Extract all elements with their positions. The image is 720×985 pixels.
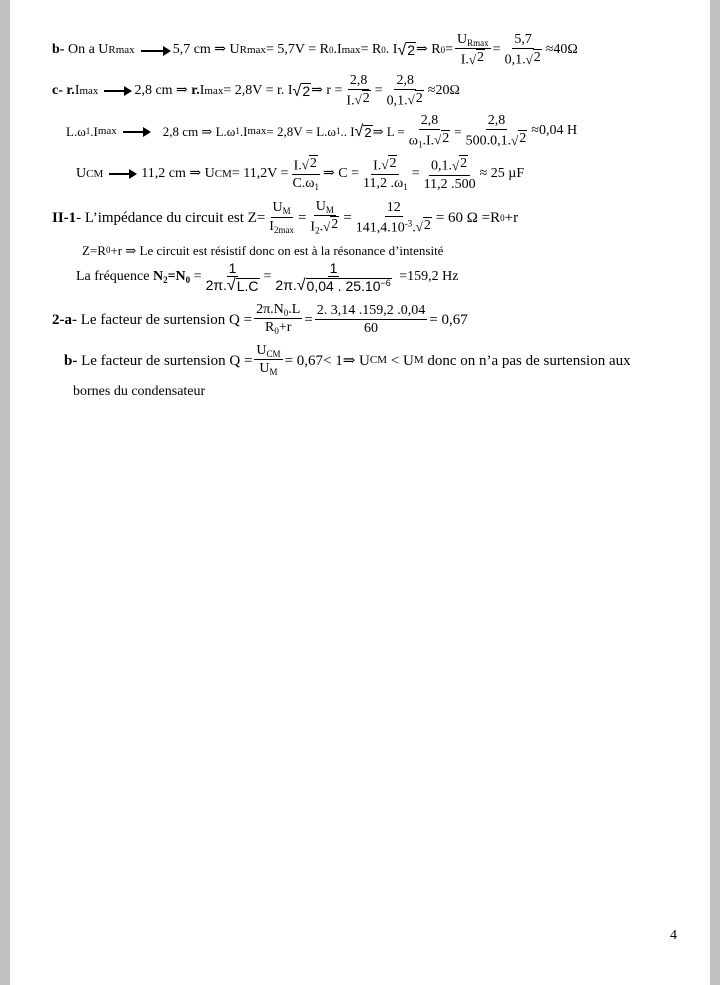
fraction: 1 2π. √ 0,04 . $25.10^{-6}$ [275,260,391,295]
text: .I [239,124,248,140]
text: 1 [403,182,408,193]
text: bornes du condensateur [73,384,206,399]
text: 2 [423,217,431,233]
label-2a: 2-a- [52,311,77,328]
text: 1 [228,260,237,276]
text: U [256,343,267,358]
text: 2 [362,91,370,107]
text: 60 [364,320,379,336]
text: 500.0,1. [465,133,512,149]
text: 2,8 cm ⇒ [134,83,188,99]
text: U [229,42,240,58]
text: . [412,219,416,235]
arrow-icon [104,90,130,92]
text: 2 [415,91,423,107]
text: = 2,8V = L.ω [266,124,336,140]
line-resonance [82,243,443,259]
text: = 0,67< 1⇒ U [284,352,370,369]
text: max [97,125,117,138]
text: .I. [422,133,435,149]
text: = 2,8V = r. I [223,83,293,99]
result: ≈0,04 H [531,123,578,139]
text: 0 [500,212,505,223]
text: L.ω [66,124,86,140]
text: . I [385,42,398,58]
label-c: c- r. [52,83,75,99]
text: = [454,124,462,140]
text: I [269,218,274,234]
result: ≈40Ω [545,42,578,58]
text: = [411,165,420,181]
text: M [282,206,291,217]
text: ⇒ r = [311,83,343,99]
line-frequency [76,260,458,295]
text: 2 [460,156,468,172]
text: 0 [328,45,334,56]
text: .I [333,42,342,58]
text: donc on n’a pas de surtension aux [427,352,631,369]
text: 5,7 [512,32,534,49]
label-ii1: II-1 [52,209,77,226]
result: ≈ 25 µF [479,165,525,181]
arrow-icon [123,131,149,133]
text: 0 [440,45,446,56]
text: 1 [417,139,423,150]
text: 2 [302,83,311,100]
arrow-icon [141,50,169,52]
text: = R [360,42,382,58]
result: ≈20Ω [427,83,460,99]
text: 0,04 . 25.10 [306,277,381,294]
fraction: 0,1. √ 2 11,2 .500 [423,156,476,192]
text: CM [369,354,388,367]
text: 2 [389,156,397,171]
text: ⇒ R [416,42,441,58]
text: CM [214,167,232,180]
text: max [247,125,267,138]
line-2a-surtension [52,302,468,338]
text: < U [390,352,414,369]
text: 2π. [205,277,227,294]
fraction: 2,8 0,1. √ 2 [386,73,423,109]
text: 2,8 cm ⇒ L.ω [162,124,236,140]
text: 2π. [275,277,297,294]
page-number: 4 [670,928,677,943]
text: = [445,42,454,58]
text: I. [373,158,382,174]
text: 2 [331,217,339,233]
text: +r [278,320,292,336]
label-2b: b- [64,352,78,369]
text: I [310,219,316,235]
text: CM [266,349,281,359]
text: La fréquence [76,268,150,284]
text: 0 [283,308,289,318]
text: Rmax [467,38,489,48]
text: = [343,209,352,226]
text: U [457,32,468,47]
fraction: 2,8 $\omega_1.I$. √ 2 [408,113,450,150]
text: M [269,367,278,378]
text: = 5,7V = R [265,42,329,58]
line-ii1-impedance [52,199,518,237]
text: = [263,268,272,284]
text: ⇒ L = [372,124,405,140]
text: 0 [105,245,111,256]
text: = [297,209,307,226]
sqrt-icon: √ 2 [354,122,372,140]
text: r. [191,83,200,99]
arrow-icon [109,173,135,175]
text: Le facteur de surtension Q = [80,311,253,328]
sqrt-icon: √ 2 [397,41,416,59]
text: -3 [404,217,413,228]
text: 2,8 [394,73,416,90]
text: U [98,42,109,58]
text: ⇒ C = [323,165,359,181]
fraction: 2,8 I. √ 2 [346,73,370,109]
text: = [374,83,383,99]
text: M [325,205,334,215]
text: = [492,42,501,58]
text: M [413,354,424,367]
text: Rmax [108,44,135,57]
fraction [267,200,296,236]
text: 11,2 cm ⇒ U [141,165,215,181]
line-c-r [52,73,460,110]
text: U [272,200,283,216]
fraction: 5,7 0,1. √ 2 [504,32,541,68]
text: 2 [533,50,541,66]
text: 0,1. [386,93,408,109]
text: +r ⇒ Le circuit est résistif donc on est à la résonance d’intensité [110,243,444,258]
text: 1 [85,126,91,137]
text: 2 [519,131,527,147]
text: 2max [273,224,294,235]
text: 11,2 .ω [362,176,404,192]
text: 2 [315,225,320,236]
text: I. [346,93,355,109]
text: 2 [309,156,317,171]
text: = [304,311,313,328]
text: Rmax [239,44,266,57]
text: 1 [329,260,338,276]
text: 0 [185,274,191,285]
fraction [315,303,428,338]
text: - L’impédance du circuit est Z= [76,209,266,226]
text: 2,8 [419,113,441,130]
fraction: $U_{Rmax}$ I. √ 2 [457,32,489,68]
text: 2 [407,42,416,59]
text: .L [288,302,301,317]
fraction [254,343,282,379]
text: 0 [381,45,386,56]
text: 2 [163,274,168,285]
text: 2,8 [486,113,508,130]
text: CM [86,167,104,180]
sqrt-icon: √ 2 [292,82,311,100]
text: =N [167,268,186,284]
text: ω [408,133,418,149]
text: 2π.N [256,302,284,317]
fraction: I. √ 2 $C.\omega_1$ [292,156,320,193]
text: R [265,320,275,336]
fraction: 12 $141,4.10^{-3}$. √ 2 [355,199,431,235]
line-2b-continued [73,384,205,401]
text: 141,4.10 [355,219,405,235]
text: I. [460,52,469,68]
text: Z=R [82,243,106,258]
text: 2. 3,14 .159,2 .0,04 [315,303,428,320]
text: U [259,361,270,377]
text: max [79,84,99,97]
text: 1 [314,182,320,193]
text: U [76,165,87,181]
fraction: 2,8 500.0,1. √ 2 [465,113,527,149]
text: 0,1. [504,52,526,68]
document-page [10,0,710,985]
text: C.ω [292,176,315,192]
text: Le facteur de surtension Q = [81,352,253,369]
text: max [341,44,361,57]
text: 2 [477,50,484,66]
fraction: I. √ 2 11,2 $.\omega_1$ [362,156,408,193]
text: 5,7 cm ⇒ [172,42,227,58]
text: 11,2 .500 [423,176,476,192]
fraction [254,302,302,338]
text: +r [504,209,519,226]
text: 12 [385,200,403,217]
text: 2 [364,124,372,140]
text: = 11,2V = [231,165,289,181]
text: I [74,83,80,99]
text: L.C [236,277,259,294]
line-ucm [76,155,524,194]
result: = 60 Ω =R [435,209,501,226]
text: I. [293,158,302,174]
text: I [199,83,205,99]
text: On a [67,42,95,58]
text: = [193,268,202,284]
text: N [152,268,164,284]
text: U [315,199,326,214]
label-b: b- [52,42,65,58]
text: .. I [340,124,355,140]
text: 0,1. [431,158,453,174]
text: 2,8 [348,73,370,90]
text: 0 [274,326,279,337]
text: 1 [335,126,341,137]
fraction: $U_M$ $I_2$. √ 2 [310,199,339,236]
text: 1 [235,126,240,137]
text: 2 [442,131,450,147]
line-l [66,113,577,151]
text: .I [90,124,98,140]
fraction: 1 2π. √ L.C [205,260,259,295]
text: . [319,219,324,235]
text: max [204,84,224,97]
line-2b-surtension [64,343,631,379]
result: = 0,67 [429,311,468,328]
line-b-rmax [52,32,578,69]
text: −6 [380,277,391,288]
result: =159,2 Hz [399,268,459,284]
